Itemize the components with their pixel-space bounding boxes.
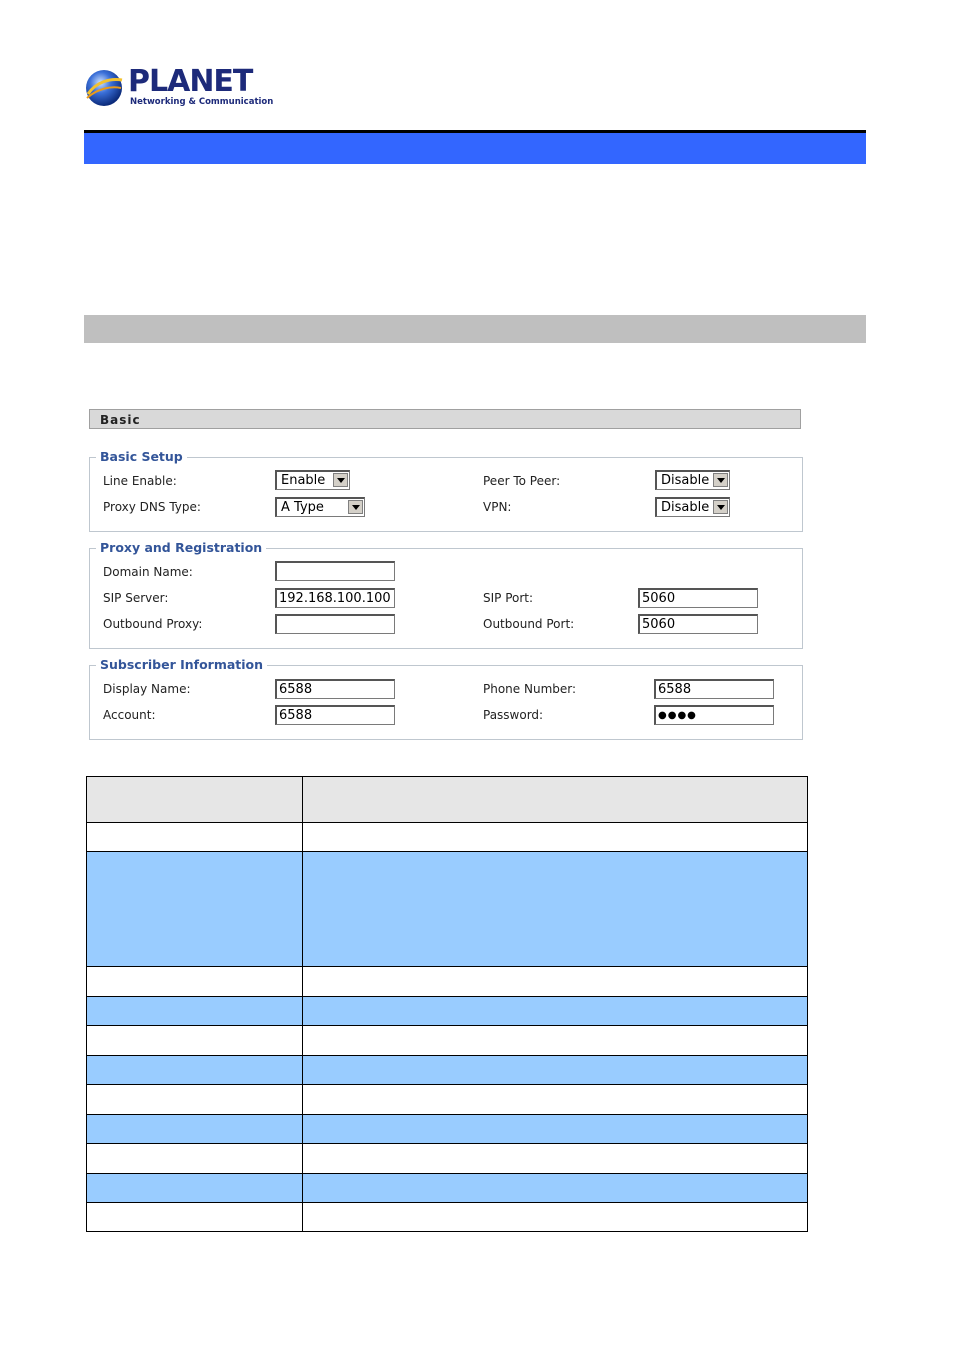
phone-number-field[interactable]: 6588 bbox=[654, 679, 774, 699]
outbound-proxy-label: Outbound Proxy: bbox=[103, 617, 203, 631]
table-row bbox=[87, 1174, 808, 1203]
domain-name-label: Domain Name: bbox=[103, 565, 193, 579]
table-cell bbox=[87, 1026, 303, 1056]
proxy-registration-legend: Proxy and Registration bbox=[100, 540, 263, 555]
vpn-select[interactable] bbox=[655, 497, 730, 517]
table-cell bbox=[303, 823, 808, 852]
table-cell bbox=[87, 1203, 303, 1232]
table-cell bbox=[87, 1174, 303, 1203]
chevron-down-icon[interactable] bbox=[713, 500, 728, 514]
line-enable-label: Line Enable: bbox=[103, 474, 177, 488]
vpn-label: VPN: bbox=[483, 500, 512, 514]
peer-to-peer-select[interactable] bbox=[655, 470, 730, 490]
chevron-down-icon[interactable] bbox=[713, 473, 728, 487]
table-header-cell bbox=[303, 777, 808, 823]
table-cell bbox=[303, 852, 808, 967]
table-cell bbox=[303, 1056, 808, 1085]
domain-name-field[interactable] bbox=[275, 561, 395, 581]
basic-setup-legend: Basic Setup bbox=[100, 449, 183, 464]
outbound-port-field[interactable]: 5060 bbox=[638, 614, 758, 634]
table-cell bbox=[87, 1085, 303, 1115]
proxy-dns-type-label: Proxy DNS Type: bbox=[103, 500, 201, 514]
table-row bbox=[87, 967, 808, 997]
chevron-down-icon[interactable] bbox=[333, 473, 348, 487]
table-cell bbox=[303, 997, 808, 1026]
outbound-proxy-field[interactable] bbox=[275, 614, 395, 634]
table-cell bbox=[303, 1203, 808, 1232]
password-label: Password: bbox=[483, 708, 544, 722]
table-header-cell bbox=[87, 777, 303, 823]
vpn-value: Disable bbox=[661, 500, 710, 515]
table-row bbox=[87, 1085, 808, 1115]
table-cell bbox=[87, 967, 303, 997]
chapter-header-bar bbox=[84, 133, 866, 164]
subscriber-info-legend: Subscriber Information bbox=[100, 657, 264, 672]
table-row bbox=[87, 997, 808, 1026]
sip-port-label: SIP Port: bbox=[483, 591, 534, 605]
table-cell bbox=[87, 823, 303, 852]
brand-name: PLANET bbox=[128, 64, 253, 99]
table-cell bbox=[303, 1085, 808, 1115]
table-row bbox=[87, 1144, 808, 1174]
table-row bbox=[87, 1115, 808, 1144]
sip-server-field[interactable]: 192.168.100.100 bbox=[275, 588, 395, 608]
table-cell bbox=[87, 1056, 303, 1085]
table-cell bbox=[303, 967, 808, 997]
table-cell bbox=[87, 1144, 303, 1174]
line-enable-value: Enable bbox=[281, 473, 326, 488]
table-cell bbox=[303, 1026, 808, 1056]
outbound-port-label: Outbound Port: bbox=[483, 617, 575, 631]
basic-setup-group bbox=[89, 450, 803, 532]
table-row bbox=[87, 1056, 808, 1085]
table-row bbox=[87, 1026, 808, 1056]
account-field[interactable]: 6588 bbox=[275, 705, 395, 725]
password-field[interactable]: ●●●● bbox=[654, 705, 774, 725]
table-row bbox=[87, 852, 808, 967]
sip-port-field[interactable]: 5060 bbox=[638, 588, 758, 608]
proxy-dns-type-value: A Type bbox=[281, 500, 324, 515]
table-row bbox=[87, 823, 808, 852]
table-cell bbox=[87, 1115, 303, 1144]
parameter-description-table bbox=[86, 776, 808, 1232]
table-cell bbox=[87, 852, 303, 967]
planet-logo bbox=[84, 64, 274, 110]
table-cell bbox=[303, 1174, 808, 1203]
account-label: Account: bbox=[103, 708, 156, 722]
basic-panel-title: Basic bbox=[100, 413, 141, 427]
subscriber-info-group bbox=[89, 658, 803, 740]
section-header-bar bbox=[84, 315, 866, 343]
sip-server-label: SIP Server: bbox=[103, 591, 169, 605]
line-enable-select[interactable] bbox=[275, 470, 350, 490]
chevron-down-icon[interactable] bbox=[348, 500, 363, 514]
display-name-label: Display Name: bbox=[103, 682, 191, 696]
basic-panel-header bbox=[89, 409, 801, 429]
globe-icon bbox=[84, 68, 124, 108]
table-cell bbox=[303, 1144, 808, 1174]
proxy-dns-type-select[interactable] bbox=[275, 497, 365, 517]
peer-to-peer-value: Disable bbox=[661, 473, 710, 488]
phone-number-label: Phone Number: bbox=[483, 682, 577, 696]
table-cell bbox=[87, 997, 303, 1026]
table-row bbox=[87, 1203, 808, 1232]
table-header-row bbox=[87, 777, 808, 823]
brand-tagline: Networking & Communication bbox=[130, 97, 274, 107]
display-name-field[interactable]: 6588 bbox=[275, 679, 395, 699]
table-cell bbox=[303, 1115, 808, 1144]
peer-to-peer-label: Peer To Peer: bbox=[483, 474, 561, 488]
